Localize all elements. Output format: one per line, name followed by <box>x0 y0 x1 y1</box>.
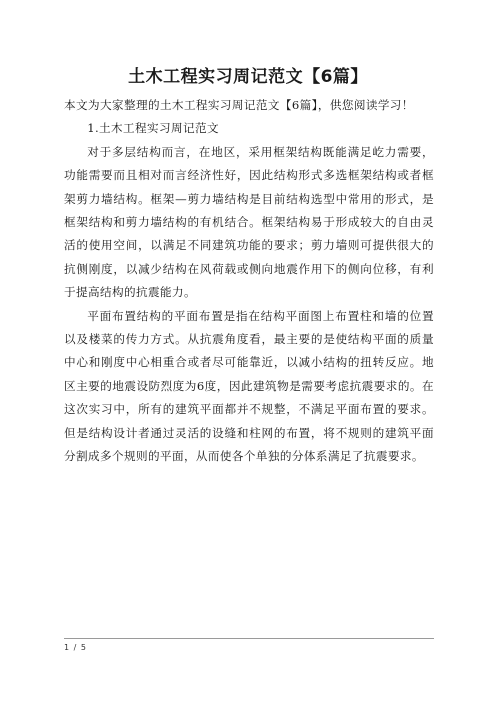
intro-paragraph: 本文为大家整理的土木工程实习周记范文【6篇】，供您阅读学习！ <box>64 98 414 112</box>
document-title: 土木工程实习周记范文【6篇】 <box>128 67 368 87</box>
body-paragraph-1: 对于多层结构而言，在地区，采用框架结构既能满足屹力需要，功能需要而且相对而言经济性好，因此结构形式多选框架结构或者框架剪力墙结构。框架—剪力墙结构是目前结构选型中常用的形式，是框架结构和剪力墙结构的有机结合。框架结构易于形成较大的自由灵活的使用空间，以满足不同建筑功能的要求；剪力墙则可提供很大的抗侧刚度，以减少结构在风荷载或侧向地震作用下的侧向位移，有利于提高结构的抗震能力。 <box>64 144 434 300</box>
page-indicator: 1 / 5 <box>64 643 87 652</box>
footer-divider <box>64 638 434 639</box>
document-body <box>64 94 434 469</box>
section-heading: 1.土木工程实习周记范文 <box>87 121 219 136</box>
body-paragraph-2: 平面布置结构的平面布置是指在结构平面图上布置柱和墙的位置以及楼菜的传力方式。从抗震角度看，最主要的是使结构平面的质量中心和刚度中心相重合或者尽可能靠近，以减小结构的扭转反应。地区主要的地震设防烈度为6度，因此建筑物是需要考虑抗震要求的。在这次实习中，所有的建筑平面都并不规整，不满足平面布置的要求。但是结构设计者通过灵活的设缝和柱网的布置，将不规则的建筑平面分割成多个规则的平面，从而使各个单独的分体系满足了抗震要求。 <box>64 308 434 464</box>
